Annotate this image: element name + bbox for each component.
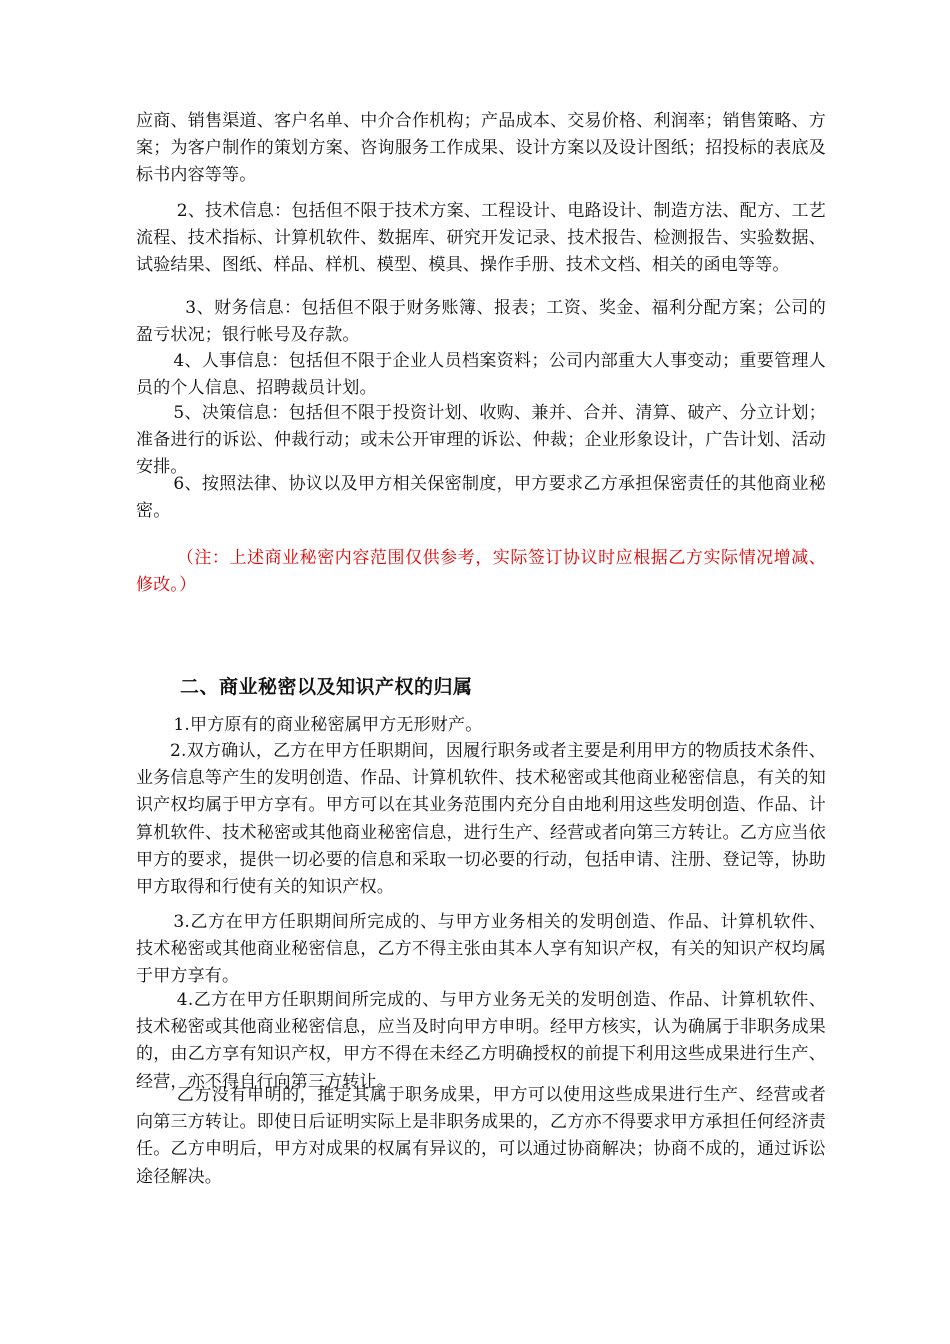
section2-para-4: 4.乙方在甲方任职期间所完成的、与甲方业务无关的发明创造、作品、计算机软件、技术秘密或其他商业秘密信息，应当及时向甲方申明。经甲方核实，认为确属于非职务成果的，由乙方享有知识产权，甲方不得在未经乙方明确授权的前提下利用这些成果进行生产、经营，亦不得自行向第三方转让。	[136, 990, 826, 1092]
section2-para-5: 乙方没有申明的，推定其属于职务成果，甲方可以使用这些成果进行生产、经营或者向第三方转让。即使日后证明实际上是非职务成果的，乙方亦不得要求甲方承担任何经济责任。乙方申明后，甲方对成果的权属有异议的，可以通过协商解决；协商不成的，通过诉讼途径解决。	[136, 1085, 826, 1187]
note-text: （注：上述商业秘密内容范围仅供参考，实际签订协议时应根据乙方实际情况增减、修改。）	[136, 548, 826, 596]
section1-item-4: 4、人事信息：包括但不限于企业人员档案资料；公司内部重大人事变动；重要管理人员的个人信息、招聘裁员计划。	[136, 351, 826, 399]
section2-heading: 二、商业秘密以及知识产权的归属	[180, 676, 473, 698]
section1-item-2: 2、技术信息：包括但不限于技术方案、工程设计、电路设计、制造方法、配方、工艺流程、技术指标、计算机软件、数据库、研究开发记录、技术报告、检测报告、实验数据、试验结果、图纸、样品、样机、模型、模具、操作手册、技术文档、相关的函电等等。	[136, 201, 826, 276]
section1-item-5: 5、决策信息：包括但不限于投资计划、收购、兼并、合并、清算、破产、分立计划；准备进行的诉讼、仲裁行动；或未公开审理的诉讼、仲裁；企业形象设计，广告计划、活动安排。	[136, 403, 826, 478]
section1-continuation: 应商、销售渠道、客户名单、中介合作机构；产品成本、交易价格、利润率；销售策略、方案；为客户制作的策划方案、咨询服务工作成果、设计方案以及设计图纸；招投标的表底及标书内容等等。	[136, 111, 826, 186]
section2-para-1: 1.甲方原有的商业秘密属甲方无形财产。	[173, 715, 483, 735]
section1-item-3: 3、财务信息：包括但不限于财务账簿、报表；工资、奖金、福利分配方案；公司的盈亏状况；银行帐号及存款。	[136, 298, 826, 346]
section2-para-3: 3.乙方在甲方任职期间所完成的、与甲方业务相关的发明创造、作品、计算机软件、技术秘密或其他商业秘密信息，乙方不得主张由其本人享有知识产权，有关的知识产权均属于甲方享有。	[136, 912, 826, 987]
section1-item-6: 6、按照法律、协议以及甲方相关保密制度，甲方要求乙方承担保密责任的其他商业秘密。	[136, 474, 826, 522]
section2-para-2: 2.双方确认，乙方在甲方任职期间，因履行职务或者主要是利用甲方的物质技术条件、业务信息等产生的发明创造、作品、计算机软件、技术秘密或其他商业秘密信息，有关的知识产权均属于甲方享有。甲方可以在其业务范围内充分自由地利用这些发明创造、作品、计算机软件、技术秘密或其他商业秘密信息，进行生产、经营或者向第三方转让。乙方应当依甲方的要求，提供一切必要的信息和采取一切必要的行动，包括申请、注册、登记等，协助甲方取得和行使有关的知识产权。	[136, 741, 826, 898]
